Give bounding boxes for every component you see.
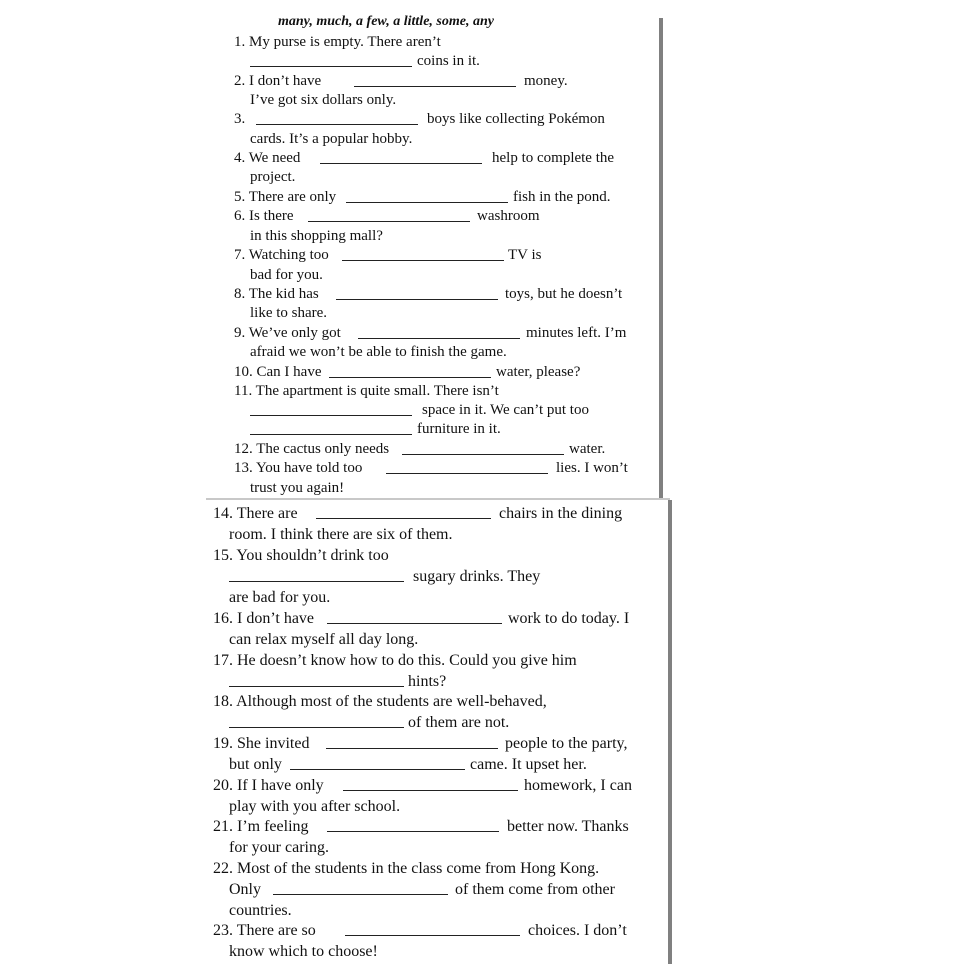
question-7-line-1b: TV is	[508, 247, 542, 263]
question-7-line-1a: 7. Watching too	[234, 247, 329, 263]
answer-blank	[290, 754, 465, 770]
question-15-line-3: are bad for you.	[229, 589, 331, 606]
question-2-line-1a: 2. I don’t have	[234, 73, 322, 89]
question-20-line-1a: 20. If I have only	[213, 777, 324, 794]
question-21-line-1a: 21. I’m feeling	[213, 818, 309, 835]
answer-blank	[316, 503, 491, 519]
question-18-line-1: 18. Although most of the students are well-behaved,	[213, 693, 547, 710]
answer-blank	[320, 149, 482, 164]
question-21-line-1b: better now. Thanks	[507, 818, 629, 835]
question-17-line-2: hints?	[408, 673, 447, 690]
question-4-line-1a: 4. We need	[234, 150, 301, 166]
answer-blank	[386, 459, 548, 474]
question-22-line-1: 22. Most of the students in the class come from Hong Kong.	[213, 860, 600, 877]
question-11-line-3: furniture in it.	[417, 421, 501, 437]
question-7-line-2: bad for you.	[250, 267, 323, 283]
question-4-line-1b: help to complete the	[492, 150, 615, 166]
answer-blank	[336, 285, 498, 300]
question-12-line-1a: 12. The cactus only needs	[234, 441, 390, 457]
question-13-line-1a: 13. You have told too	[234, 460, 363, 476]
question-6-line-1b: washroom	[477, 208, 540, 224]
question-12-line-1b: water.	[569, 441, 606, 457]
answer-blank	[327, 608, 502, 624]
question-19-line-1a: 19. She invited	[213, 735, 310, 752]
answer-blank	[229, 566, 404, 582]
question-23-line-1b: choices. I don’t	[528, 922, 627, 939]
question-10-line-1b: water, please?	[496, 364, 581, 380]
question-1-line-1: 1. My purse is empty. There aren’t	[234, 34, 441, 50]
question-15-line-1: 15. You shouldn’t drink too	[213, 547, 389, 564]
question-3-line-1: boys like collecting Pokémon	[427, 111, 605, 127]
answer-blank	[329, 363, 491, 378]
question-22-line-3: countries.	[229, 902, 292, 919]
question-16-line-1b: work to do today. I	[508, 610, 630, 627]
answer-blank	[343, 775, 518, 791]
question-17-line-1: 17. He doesn’t know how to do this. Could you give him	[213, 652, 577, 669]
answer-blank	[250, 52, 412, 67]
worksheet-title: many, much, a few, a little, some, any	[278, 14, 494, 29]
answer-blank	[342, 246, 504, 261]
question-23-line-1a: 23. There are so	[213, 922, 316, 939]
question-16-line-2: can relax myself all day long.	[229, 631, 419, 648]
question-9-line-1a: 9. We’ve only got	[234, 325, 341, 341]
question-11-line-1: 11. The apartment is quite small. There isn’t	[234, 383, 499, 399]
answer-blank	[273, 879, 448, 895]
answer-blank	[229, 671, 404, 687]
question-15-line-2: sugary drinks. They	[413, 568, 541, 585]
question-13-line-2: trust you again!	[250, 480, 345, 496]
question-8-line-2: like to share.	[250, 305, 328, 321]
page-edge-shadow	[659, 18, 663, 500]
question-19-line-2b: came. It upset her.	[470, 756, 587, 773]
question-22-line-2b: of them come from other	[455, 881, 615, 898]
answer-blank	[346, 188, 508, 203]
question-20-line-1b: homework, I can	[524, 777, 632, 794]
answer-blank	[402, 440, 564, 455]
question-14-line-1a: 14. There are	[213, 505, 298, 522]
question-2-line-1b: money.	[524, 73, 568, 89]
answer-blank	[326, 733, 498, 749]
answer-blank	[327, 816, 499, 832]
question-23-line-2: know which to choose!	[229, 943, 378, 960]
question-13-line-1b: lies. I won’t	[556, 460, 628, 476]
question-10-line-1a: 10. Can I have	[234, 364, 322, 380]
question-6-line-2: in this shopping mall?	[250, 228, 383, 244]
question-5-line-1a: 5. There are only	[234, 189, 337, 205]
question-21-line-2: for your caring.	[229, 839, 329, 856]
question-6-line-1a: 6. Is there	[234, 208, 294, 224]
question-14-line-1b: chairs in the dining	[499, 505, 623, 522]
question-9-line-2: afraid we won’t be able to finish the game.	[250, 344, 507, 360]
question-3-number: 3.	[234, 111, 246, 127]
answer-blank	[345, 920, 520, 936]
question-4-line-2: project.	[250, 169, 296, 185]
question-1-line-2: coins in it.	[417, 53, 480, 69]
question-8-line-1a: 8. The kid has	[234, 286, 319, 302]
answer-blank	[358, 324, 520, 339]
question-3-line-2: cards. It’s a popular hobby.	[250, 131, 413, 147]
question-11-line-2: space in it. We can’t put too	[422, 402, 589, 418]
question-20-line-2: play with you after school.	[229, 798, 401, 815]
question-19-line-2a: but only	[229, 756, 282, 773]
question-16-line-1a: 16. I don’t have	[213, 610, 315, 627]
question-19-line-1b: people to the party,	[505, 735, 628, 752]
question-22-line-2a: Only	[229, 881, 261, 898]
answer-blank	[250, 401, 412, 416]
answer-blank	[354, 72, 516, 87]
question-14-line-2: room. I think there are six of them.	[229, 526, 453, 543]
answer-blank	[229, 712, 404, 728]
answer-blank	[250, 420, 412, 435]
question-9-line-1b: minutes left. I’m	[526, 325, 627, 341]
page-edge-shadow	[668, 500, 672, 964]
answer-blank	[308, 207, 470, 222]
question-5-line-1b: fish in the pond.	[513, 189, 611, 205]
question-2-line-2: I’ve got six dollars only.	[250, 92, 397, 108]
answer-blank	[256, 110, 418, 125]
question-8-line-1b: toys, but he doesn’t	[505, 286, 623, 302]
question-18-line-2: of them are not.	[408, 714, 510, 731]
